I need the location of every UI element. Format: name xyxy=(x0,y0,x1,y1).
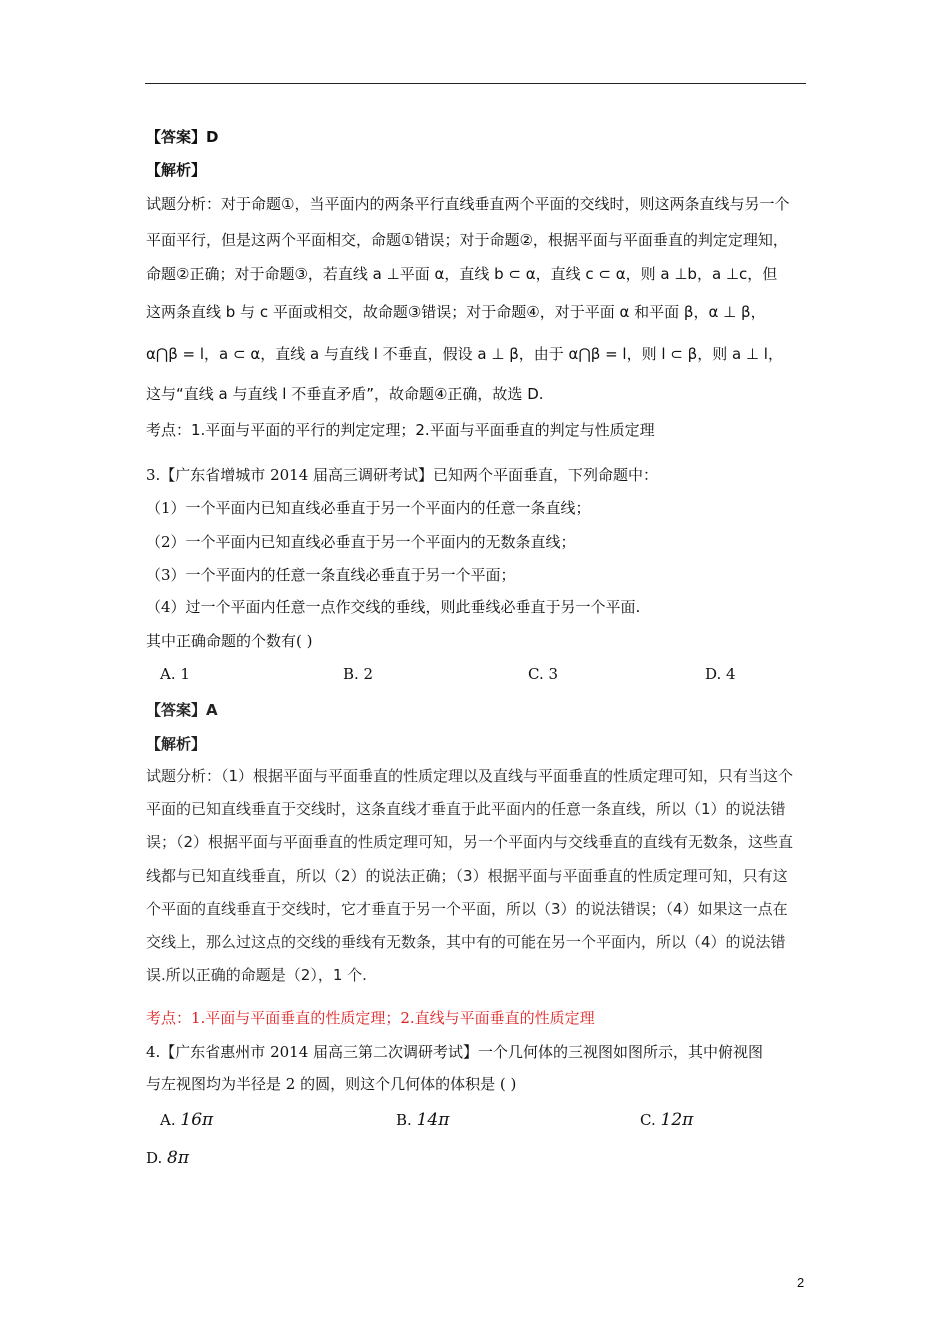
option-d xyxy=(146,1148,189,1168)
kaodian-line: 考点：1.平面与平面垂直的性质定理；2.直线与平面垂直的性质定理 xyxy=(146,1009,595,1027)
analysis-line: 平面的已知直线垂直于交线时，这条直线才垂直于此平面内的任意一条直线，所以（1）的说法错 xyxy=(146,800,786,818)
analysis-heading: 【解析】 xyxy=(146,735,207,753)
analysis-line: 误.所以正确的命题是（2），1 个. xyxy=(146,966,367,984)
option-value: 8π xyxy=(167,1148,190,1168)
analysis-line: 试题分析：（1）根据平面与平面垂直的性质定理以及直线与平面垂直的性质定理可知，只有当这个 xyxy=(146,767,794,785)
option-c xyxy=(640,1110,693,1130)
question-3-item: （2）一个平面内已知直线必垂直于另一个平面内的无数条直线； xyxy=(146,533,576,551)
option-label: C. xyxy=(640,1111,656,1129)
analysis-line: 这与“直线 a 与直线 l 不垂直矛盾”，故命题④正确，故选 D. xyxy=(146,385,544,403)
question-4-stem: 与左视图均为半径是 2 的圆，则这个几何体的体积是 ( ) xyxy=(146,1075,517,1093)
question-4-stem: 4.【广东省惠州市 2014 届高三第二次调研考试】一个几何体的三视图如图所示，其中俯视图 xyxy=(146,1043,764,1061)
option-d: D. 4 xyxy=(705,665,736,683)
analysis-line: 这两条直线 b 与 c 平面或相交，故命题③错误；对于命题④，对于平面 α 和平面 β，α ⊥ β， xyxy=(146,303,766,321)
question-3-prompt: 其中正确命题的个数有( ) xyxy=(146,632,313,650)
option-b xyxy=(396,1110,449,1130)
option-c: C. 3 xyxy=(528,665,559,683)
analysis-line: 误；（2）根据平面与平面垂直的性质定理可知，另一个平面内与交线垂直的直线有无数条，这些直 xyxy=(146,833,794,851)
option-value: 14π xyxy=(416,1110,450,1130)
option-value: 16π xyxy=(180,1110,214,1130)
kaodian-line: 考点：1.平面与平面的平行的判定定理；2.平面与平面垂直的判定与性质定理 xyxy=(146,421,655,439)
option-a xyxy=(160,1110,213,1130)
analysis-line: 个平面的直线垂直于交线时，它才垂直于另一个平面，所以（3）的说法错误；（4）如果这一点在 xyxy=(146,900,788,918)
analysis-line: 平面平行，但是这两个平面相交，命题①错误；对于命题②，根据平面与平面垂直的判定定理知， xyxy=(146,231,788,249)
option-b: B. 2 xyxy=(343,665,374,683)
question-3-item: （1）一个平面内已知直线必垂直于另一个平面内的任意一条直线； xyxy=(146,499,591,517)
header-rule xyxy=(145,83,806,84)
question-3-stem: 3.【广东省增城市 2014 届高三调研考试】已知两个平面垂直，下列命题中： xyxy=(146,466,659,484)
analysis-line: α⋂β = l，a ⊂ α，直线 a 与直线 l 不垂直，假设 a ⊥ β，由于 α⋂β = l，则 l ⊂ β，则 a ⊥ l， xyxy=(146,345,783,363)
question-3-item: （4）过一个平面内任意一点作交线的垂线，则此垂线必垂直于另一个平面. xyxy=(146,598,641,616)
question-3-item: （3）一个平面内的任意一条直线必垂直于另一个平面； xyxy=(146,566,516,584)
option-label: D. xyxy=(146,1149,163,1167)
analysis-heading: 【解析】 xyxy=(146,161,207,179)
analysis-line: 试题分析：对于命题①，当平面内的两条平行直线垂直两个平面的交线时，则这两条直线与另一个 xyxy=(146,195,790,213)
analysis-line: 线都与已知直线垂直，所以（2）的说法正确；（3）根据平面与平面垂直的性质定理可知，只有这 xyxy=(146,867,788,885)
analysis-line: 交线上，那么过这点的交线的垂线有无数条，其中有的可能在另一个平面内，所以（4）的说法错 xyxy=(146,933,786,951)
option-label: B. xyxy=(396,1111,412,1129)
answer-label: 【答案】D xyxy=(146,128,219,146)
option-label: A. xyxy=(160,1111,176,1129)
page-number: 2 xyxy=(797,1275,805,1290)
analysis-line: 命题②正确；对于命题③，若直线 a ⊥平面 α，直线 b ⊂ α，直线 c ⊂ α，则 a ⊥b，a ⊥c，但 xyxy=(146,265,778,283)
answer-label: 【答案】A xyxy=(146,701,218,719)
option-a: A. 1 xyxy=(160,665,190,683)
option-value: 12π xyxy=(660,1110,694,1130)
